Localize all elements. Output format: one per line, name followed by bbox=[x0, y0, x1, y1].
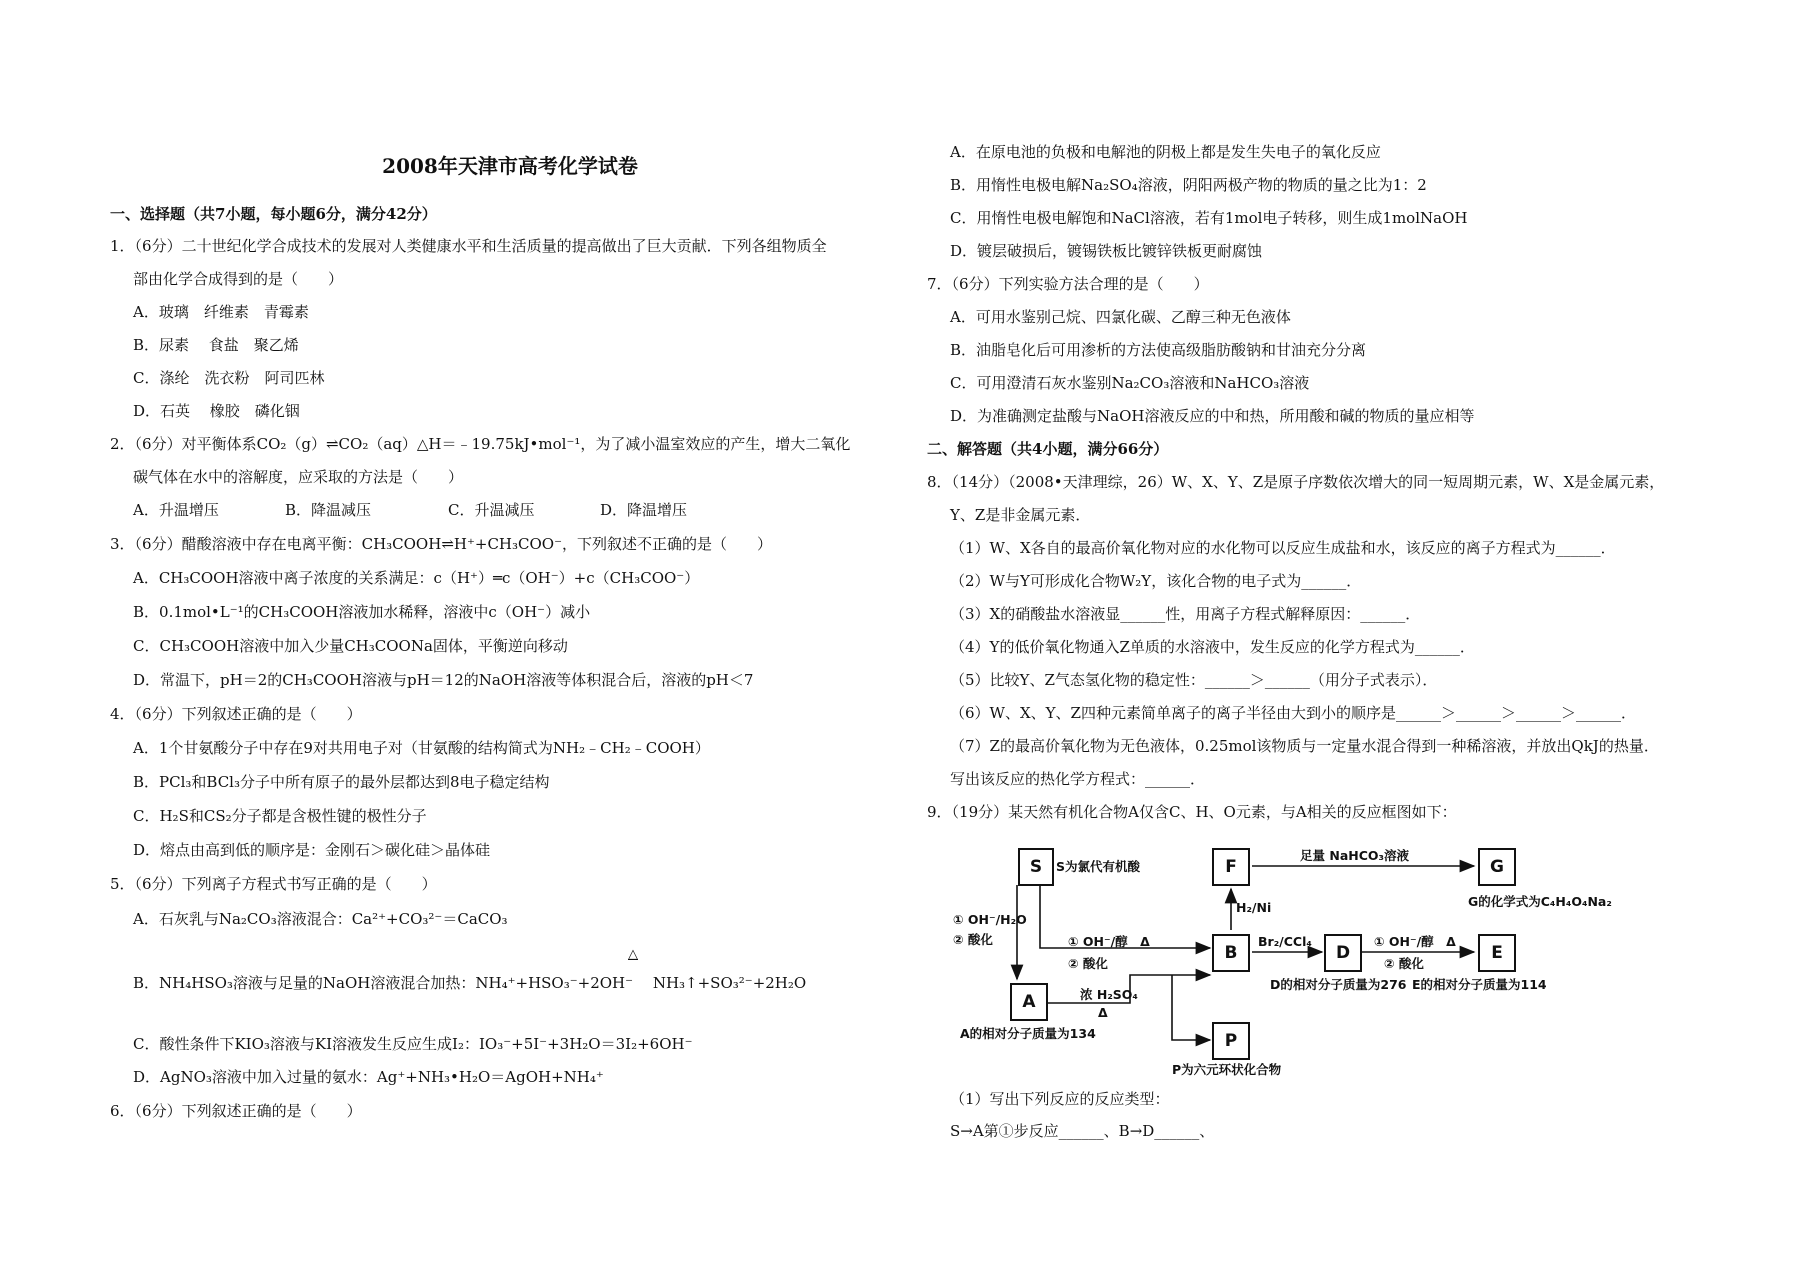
heat-mark: △ bbox=[628, 947, 638, 962]
option-7d: D．为准确测定盐酸与NaOH溶液反应的中和热，所用酸和碱的物质的量应相等 bbox=[950, 407, 1475, 425]
option-3b: B．0.1mol•L⁻¹的CH₃COOH溶液加水稀释，溶液中c（OH⁻）减小 bbox=[133, 603, 591, 621]
d-to-e-step1: ① OH⁻/醇 Δ bbox=[1374, 934, 1456, 949]
compound-p-box: P bbox=[1212, 1022, 1250, 1060]
compound-a-box: A bbox=[1010, 983, 1048, 1021]
question-8-part-2: （2）W与Y可形成化合物W₂Y，该化合物的电子式为______． bbox=[950, 572, 1362, 590]
a-to-b-heat: Δ bbox=[1098, 1005, 1108, 1020]
option-2a: A．升温增压 bbox=[133, 501, 219, 519]
compound-f-box: F bbox=[1212, 848, 1250, 886]
g-note: G的化学式为C₄H₄O₄Na₂ bbox=[1468, 894, 1612, 909]
question-8-part-7-cont: 写出该反应的热化学方程式：______． bbox=[950, 770, 1206, 788]
option-1b: B．尿素 食盐 聚乙烯 bbox=[133, 336, 299, 354]
option-1c: C．涤纶 洗衣粉 阿司匹林 bbox=[133, 369, 325, 387]
option-5b: B．NH₄HSO₃溶液与足量的NaOH溶液混合加热：NH₄⁺+HSO₃⁻+2OH⁻ NH₃↑+SO₃²⁻+2H₂O bbox=[133, 974, 807, 992]
option-2b: B．降温减压 bbox=[285, 501, 372, 519]
question-9: 9．（19分）某天然有机化合物A仅含C、H、O元素，与A相关的反应框图如下： bbox=[927, 803, 1457, 821]
option-6c: C．用惰性电极电解饱和NaCl溶液，若有1mol电子转移，则生成1molNaOH bbox=[950, 209, 1468, 227]
question-8-cont: Y、Z是非金属元素． bbox=[950, 506, 1091, 524]
question-8-part-3: （3）X的硝酸盐水溶液显______性，用离子方程式解释原因：______． bbox=[950, 605, 1421, 623]
question-9-part-1: （1）写出下列反应的反应类型： bbox=[950, 1090, 1170, 1108]
option-7b: B．油脂皂化后可用渗析的方法使高级脂肪酸钠和甘油充分分离 bbox=[950, 341, 1367, 359]
option-6b: B．用惰性电极电解Na₂SO₄溶液，阴阳两极产物的物质的量之比为1：2 bbox=[950, 176, 1427, 194]
s-note: S为氯代有机酸 bbox=[1056, 859, 1141, 874]
question-3: 3．（6分）醋酸溶液中存在电离平衡：CH₃COOH⇌H⁺+CH₃COO⁻，下列叙述不正确的是（ ） bbox=[110, 535, 773, 553]
option-5a: A．石灰乳与Na₂CO₃溶液混合：Ca²⁺+CO₃²⁻＝CaCO₃ bbox=[133, 910, 508, 928]
option-5c: C．酸性条件下KIO₃溶液与KI溶液发生反应生成I₂：IO₃⁻+5I⁻+3H₂O＝3I₂+6OH⁻ bbox=[133, 1035, 693, 1053]
option-3c: C．CH₃COOH溶液中加入少量CH₃COONa固体，平衡逆向移动 bbox=[133, 637, 568, 655]
option-3a: A．CH₃COOH溶液中离子浓度的关系满足：c（H⁺）═c（OH⁻）+c（CH₃COO⁻） bbox=[133, 569, 700, 587]
s-to-a-step2: ② 酸化 bbox=[953, 932, 993, 947]
option-1a: A．玻璃 纤维素 青霉素 bbox=[133, 303, 309, 321]
compound-e-box: E bbox=[1478, 934, 1516, 972]
s-to-b-step2: ② 酸化 bbox=[1068, 956, 1108, 971]
p-note: P为六元环状化合物 bbox=[1172, 1062, 1282, 1077]
option-5d: D．AgNO₃溶液中加入过量的氨水：Ag⁺+NH₃•H₂O＝AgOH+NH₄⁺ bbox=[133, 1068, 604, 1086]
option-7c: C．可用澄清石灰水鉴别Na₂CO₃溶液和NaHCO₃溶液 bbox=[950, 374, 1310, 392]
section-heading-choice: 一、选择题（共7小题，每小题6分，满分42分） bbox=[110, 205, 437, 223]
option-4a: A．1个甘氨酸分子中存在9对共用电子对（甘氨酸的结构简式为NH₂﹣CH₂﹣COOH） bbox=[133, 739, 710, 757]
option-4c: C．H₂S和CS₂分子都是含极性键的极性分子 bbox=[133, 807, 427, 825]
option-4b: B．PCl₃和BCl₃分子中所有原子的最外层都达到8电子稳定结构 bbox=[133, 773, 550, 791]
option-3d: D．常温下，pH＝2的CH₃COOH溶液与pH＝12的NaOH溶液等体积混合后，溶液的pH＜7 bbox=[133, 671, 754, 689]
question-1-cont: 部由化学合成得到的是（ ） bbox=[133, 270, 344, 288]
option-6a: A．在原电池的负极和电解池的阴极上都是发生失电子的氧化反应 bbox=[950, 143, 1381, 161]
option-7a: A．可用水鉴别己烷、四氯化碳、乙醇三种无色液体 bbox=[950, 308, 1291, 326]
f-to-g-reagent: 足量 NaHCO₃溶液 bbox=[1300, 848, 1409, 863]
question-2-cont: 碳气体在水中的溶解度，应采取的方法是（ ） bbox=[133, 468, 464, 486]
question-8-part-5: （5）比较Y、Z气态氢化物的稳定性：______＞______（用分子式表示）． bbox=[950, 671, 1438, 689]
option-2d: D．降温增压 bbox=[600, 501, 688, 519]
question-9-part-1-cont: S→A第①步反应______、B→D______、 bbox=[950, 1122, 1215, 1140]
compound-g-box: G bbox=[1478, 848, 1516, 886]
question-2: 2．（6分）对平衡体系CO₂（g）⇌CO₂（aq）△H＝﹣19.75kJ•mol⁻¹，为了减小温室效应的产生，增大二氧化 bbox=[110, 435, 851, 453]
question-8-part-7: （7）Z的最高价氧化物为无色液体，0.25mol该物质与一定量水混合得到一种稀溶液，并放出QkJ的热量． bbox=[950, 737, 1659, 755]
a-note: A的相对分子质量为134 bbox=[960, 1026, 1096, 1041]
question-8: 8．（14分）（2008•天津理综，26）W、X、Y、Z是原子序数依次增大的同一短周期元素，W、X是金属元素， bbox=[927, 473, 1665, 491]
page-title: 2008年天津市高考化学试卷 bbox=[382, 154, 638, 178]
d-note: D的相对分子质量为276 bbox=[1270, 977, 1407, 992]
question-8-part-6: （6）W、X、Y、Z四种元素简单离子的离子半径由大到小的顺序是______＞______＞______＞______． bbox=[950, 704, 1636, 722]
question-5: 5．（6分）下列离子方程式书写正确的是（ ） bbox=[110, 875, 437, 893]
option-1d: D．石英 橡胶 磷化铟 bbox=[133, 402, 300, 420]
option-4d: D．熔点由高到低的顺序是：金刚石＞碳化硅＞晶体硅 bbox=[133, 841, 491, 859]
question-7: 7．（6分）下列实验方法合理的是（ ） bbox=[927, 275, 1209, 293]
question-8-part-4: （4）Y的低价氧化物通入Z单质的水溶液中，发生反应的化学方程式为______． bbox=[950, 638, 1475, 656]
b-to-f-reagent: H₂/Ni bbox=[1236, 900, 1272, 915]
question-1: 1．（6分）二十世纪化学合成技术的发展对人类健康水平和生活质量的提高做出了巨大贡献．下列各组物质全 bbox=[110, 237, 827, 255]
d-to-e-step2: ② 酸化 bbox=[1384, 956, 1424, 971]
a-to-b-reagent: 浓 H₂SO₄ bbox=[1080, 987, 1138, 1002]
b-to-d-reagent: Br₂/CCl₄ bbox=[1258, 934, 1312, 949]
question-8-part-1: （1）W、X各自的最高价氧化物对应的水化物可以反应生成盐和水，该反应的离子方程式为______． bbox=[950, 539, 1616, 557]
e-note: E的相对分子质量为114 bbox=[1412, 977, 1547, 992]
s-to-a-step1: ① OH⁻/H₂O bbox=[953, 912, 1027, 927]
section-heading-answer: 二、解答题（共4小题，满分66分） bbox=[927, 440, 1169, 458]
option-2c: C．升温减压 bbox=[448, 501, 535, 519]
question-6: 6．（6分）下列叙述正确的是（ ） bbox=[110, 1102, 362, 1120]
compound-s-box: S bbox=[1018, 848, 1054, 886]
option-6d: D．镀层破损后，镀锡铁板比镀锌铁板更耐腐蚀 bbox=[950, 242, 1263, 260]
question-4: 4．（6分）下列叙述正确的是（ ） bbox=[110, 705, 362, 723]
compound-b-box: B bbox=[1212, 934, 1250, 972]
compound-d-box: D bbox=[1324, 934, 1362, 972]
s-to-b-step1: ① OH⁻/醇 Δ bbox=[1068, 934, 1150, 949]
